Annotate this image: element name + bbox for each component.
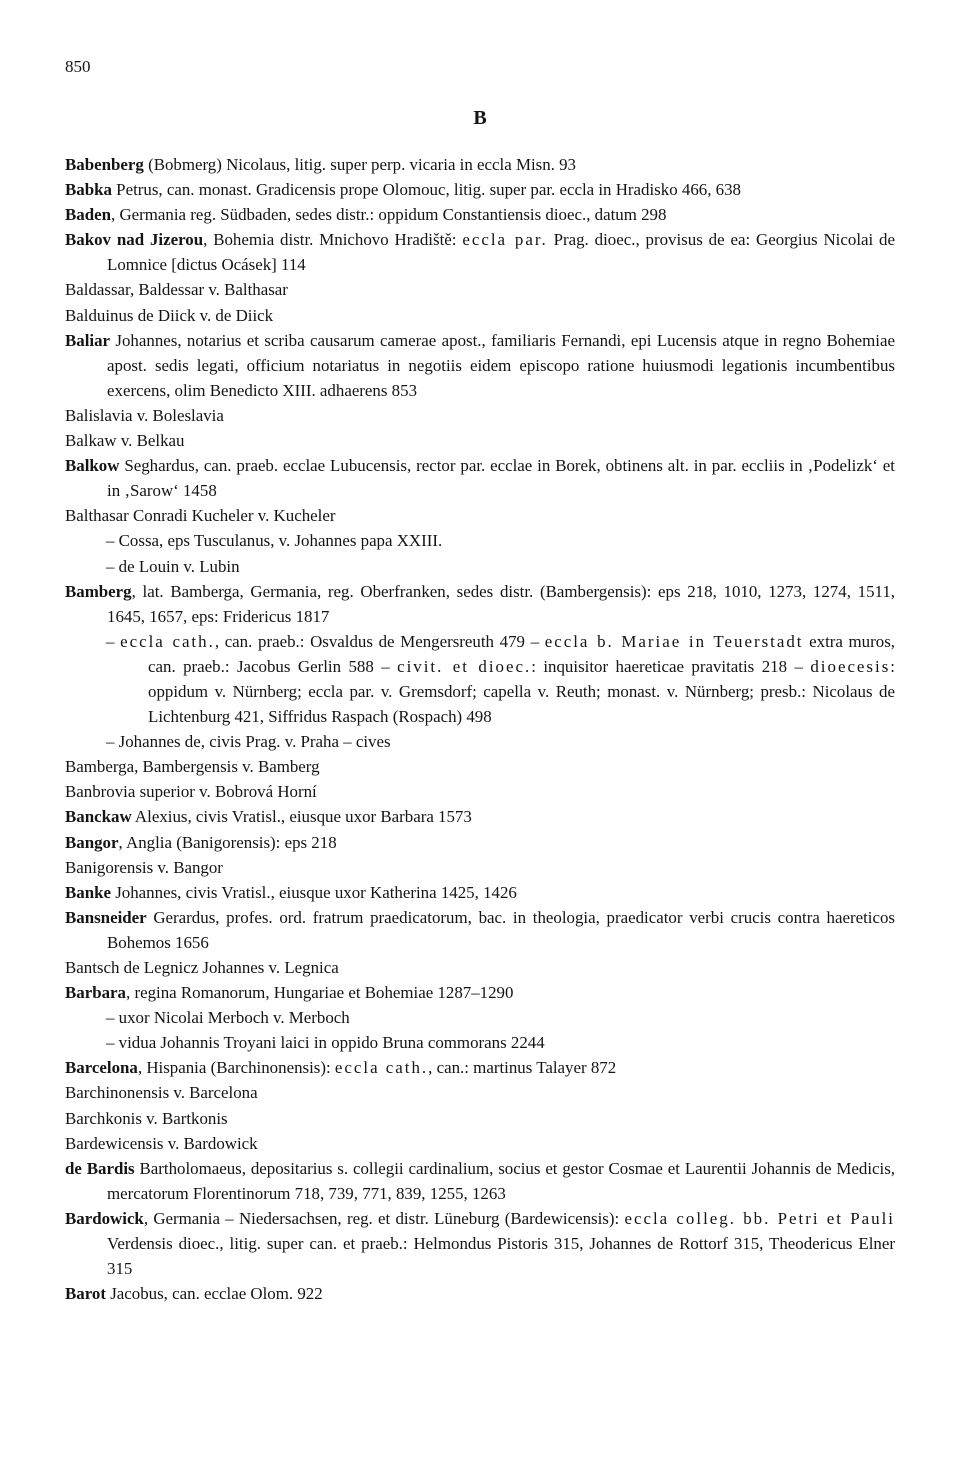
sub-entry-text: : oppidum v. Nürnberg; eccla par. v. Gremsdorf; capella v. Reuth; monast. v. Nürnberg; presb.: Nicolaus de Lichtenburg 421, Siffridus Raspach (Rospach) 498 (148, 656, 895, 727)
sub-entry: – vidua Johannis Troyani laici in oppido Bruna commorans 2244 (106, 1033, 545, 1053)
entry (65, 277, 895, 302)
entry-text: Johannes, notarius et scriba causarum camerae apost., familiaris Fernandi, epi Lucensis atque in regno Bohemiae apost. sedis legati, officium notariatus in negotiis eidem episcopo ratione huiusmodi legationis incumbentibus exercens, olim Benedicto XIII. adhaerens 853 (107, 330, 895, 400)
sub-entry: – de Louin v. Lubin (106, 556, 240, 576)
entry-text: Balislavia v. Boleslavia (65, 405, 224, 425)
entry-text: Balthasar Conradi Kucheler v. Kucheler (65, 506, 336, 526)
entry (65, 428, 895, 453)
entry-text: Verdensis dioec., litig. super can. et praeb.: Helmondus Pistoris 315, Johannes de Rottorf 315, Theodericus Elner 315 (107, 1234, 895, 1279)
entry-text: Balkaw v. Belkau (65, 431, 185, 451)
entry (65, 403, 895, 428)
entry (65, 980, 895, 1005)
entry-head: Barot (65, 1284, 106, 1304)
entry (65, 1206, 895, 1281)
sub-entry-text: extra muros, can. praeb.: Jacobus Gerlin 588 – (148, 631, 895, 676)
entry (65, 855, 895, 880)
entry-text: Barchinonensis v. Barcelona (65, 1083, 258, 1103)
entry-head: Babka (65, 180, 112, 200)
entry-text: Petrus, can. monast. Gradicensis prope Olomouc, litig. super par. eccla in Hradisko 466, 638 (111, 180, 741, 200)
entry-head: Bangor (65, 832, 119, 852)
entry (65, 1156, 895, 1206)
entry-text: Johannes, civis Vratisl., eiusque uxor Katherina 1425, 1426 (111, 882, 517, 902)
entry-head: Bardowick (65, 1208, 144, 1228)
entry (65, 779, 895, 804)
entry-head: Bansneider (65, 907, 147, 927)
sub-entry: – Johannes de, civis Prag. v. Praha – cives (106, 732, 391, 752)
entry-head: Banke (65, 882, 111, 902)
entry-text: , Germania reg. Südbaden, sedes distr.: oppidum Constantiensis dioec., datum 298 (111, 205, 667, 225)
entry-text: Balduinus de Diick v. de Diick (65, 305, 274, 325)
entry (65, 303, 895, 328)
sub-entry-text: , can. praeb.: Osvaldus de Mengersreuth 479 – (214, 631, 545, 651)
entry (65, 1080, 895, 1105)
entry (65, 579, 895, 629)
entry-text: , lat. Bamberga, Germania, reg. Oberfranken, sedes distr. (Bambergensis): eps 218, 1010, 1273, 1274, 1511, 1645, 1657, eps: Fridericus 1817 (107, 581, 895, 626)
entry (65, 152, 895, 177)
entry-head: Bamberg (65, 581, 132, 601)
page-number: 850 (65, 57, 91, 76)
entry-text: (Bobmerg) Nicolaus, litig. super perp. vicaria in eccla Misn. 93 (143, 155, 577, 174)
entry-head: Barcelona (65, 1058, 138, 1078)
entry-spaced-text: eccla colleg. bb. Petri et Pauli (624, 1208, 895, 1228)
entry (65, 453, 895, 503)
entry-text: Bantsch de Legnicz Johannes v. Legnica (65, 958, 339, 977)
entry-text: Alexius, civis Vratisl., eiusque uxor Barbara 1573 (131, 807, 472, 827)
entry-head: Baliar (65, 330, 111, 350)
sub-entry-spaced-text: eccla b. Mariae in Teuerstadt (544, 631, 804, 651)
sub-entry-spaced-text: dioecesis (810, 656, 891, 676)
entry-text: Baldassar, Baldessar v. Balthasar (65, 280, 288, 300)
entry (65, 754, 895, 779)
entry-text: Bamberga, Bambergensis v. Bamberg (65, 757, 320, 777)
entry (65, 1281, 895, 1306)
entry (65, 1106, 895, 1131)
entry-text: Seghardus, can. praeb. ecclae Lubucensis, rector par. ecclae in Borek, obtinens alt. in par. eccliis in ‚Podelizk‘ et in ‚Sarow‘ 1458 (107, 456, 895, 501)
entry (65, 830, 895, 855)
entry-head: Barbara (65, 983, 126, 1003)
entry (65, 955, 895, 980)
entry-text: Banbrovia superior v. Bobrová Horní (65, 782, 317, 802)
entry-list (65, 152, 895, 1306)
entry-text: Gerardus, profes. ord. fratrum praedicatorum, bac. in theologia, praedicator verbi crucis contra haereticos Bohemos 1656 (107, 907, 895, 952)
entry-head: Banckaw (65, 807, 132, 827)
entry-head: Bakov nad Jizerou (65, 230, 204, 250)
entry (65, 328, 895, 403)
sub-entry (65, 629, 895, 729)
entry-head: Baden (65, 205, 111, 225)
sub-entry-spaced-text: civit. et dioec. (397, 656, 532, 676)
entry-text: , can.: martinus Talayer 872 (428, 1058, 617, 1078)
entry (65, 880, 895, 905)
sub-entry-text: – (106, 631, 121, 651)
sub-entry: – uxor Nicolai Merboch v. Merboch (106, 1008, 350, 1028)
entry-head: Balkow (65, 456, 120, 476)
entry-text: , Bohemia distr. Mnichovo Hradiště: (203, 230, 463, 250)
entry (65, 177, 895, 202)
entry (65, 905, 895, 955)
entry-text: Bardewicensis v. Bardowick (65, 1133, 258, 1153)
entry (65, 1055, 895, 1080)
entry (65, 227, 895, 277)
entry-text: Barchkonis v. Bartkonis (65, 1108, 228, 1128)
entry (65, 503, 895, 528)
sub-entry-text: : inquisitor haereticae pravitatis 218 – (531, 656, 811, 676)
entry-spaced-text: eccla cath. (334, 1058, 429, 1078)
entry-text: Banigorensis v. Bangor (65, 857, 223, 877)
entry-spaced-text: eccla par. (462, 230, 548, 250)
entry-text: , Anglia (Banigorensis): eps 218 (118, 832, 337, 852)
entry-head: de Bardis (65, 1158, 135, 1178)
entry-text: Prag. dioec., provisus de ea: Georgius Nicolai de Lomnice [dictus Ocásek] 114 (107, 230, 896, 275)
entry (65, 1131, 895, 1156)
entry-head: Babenberg (65, 155, 144, 174)
section-letter: B (473, 107, 487, 129)
entry (65, 804, 895, 829)
entry-text: , Germania – Niedersachsen, reg. et distr. Lüneburg (Bardewicensis): (143, 1208, 625, 1228)
entry-text: , Hispania (Barchinonensis): (137, 1058, 335, 1078)
entry-text: Bartholomaeus, depositarius s. collegii cardinalium, socius et gestor Cosmae et Laurentii Johannis de Medicis, mercatorum Florentinorum 718, 739, 771, 839, 1255, 1263 (107, 1158, 896, 1203)
sub-entry-spaced-text: eccla cath. (120, 631, 215, 651)
entry (65, 202, 895, 227)
sub-entry: – Cossa, eps Tusculanus, v. Johannes papa XXIII. (106, 531, 443, 551)
entry-text: , regina Romanorum, Hungariae et Bohemiae 1287–1290 (126, 983, 514, 1003)
entry-text: Jacobus, can. ecclae Olom. 922 (105, 1284, 323, 1304)
